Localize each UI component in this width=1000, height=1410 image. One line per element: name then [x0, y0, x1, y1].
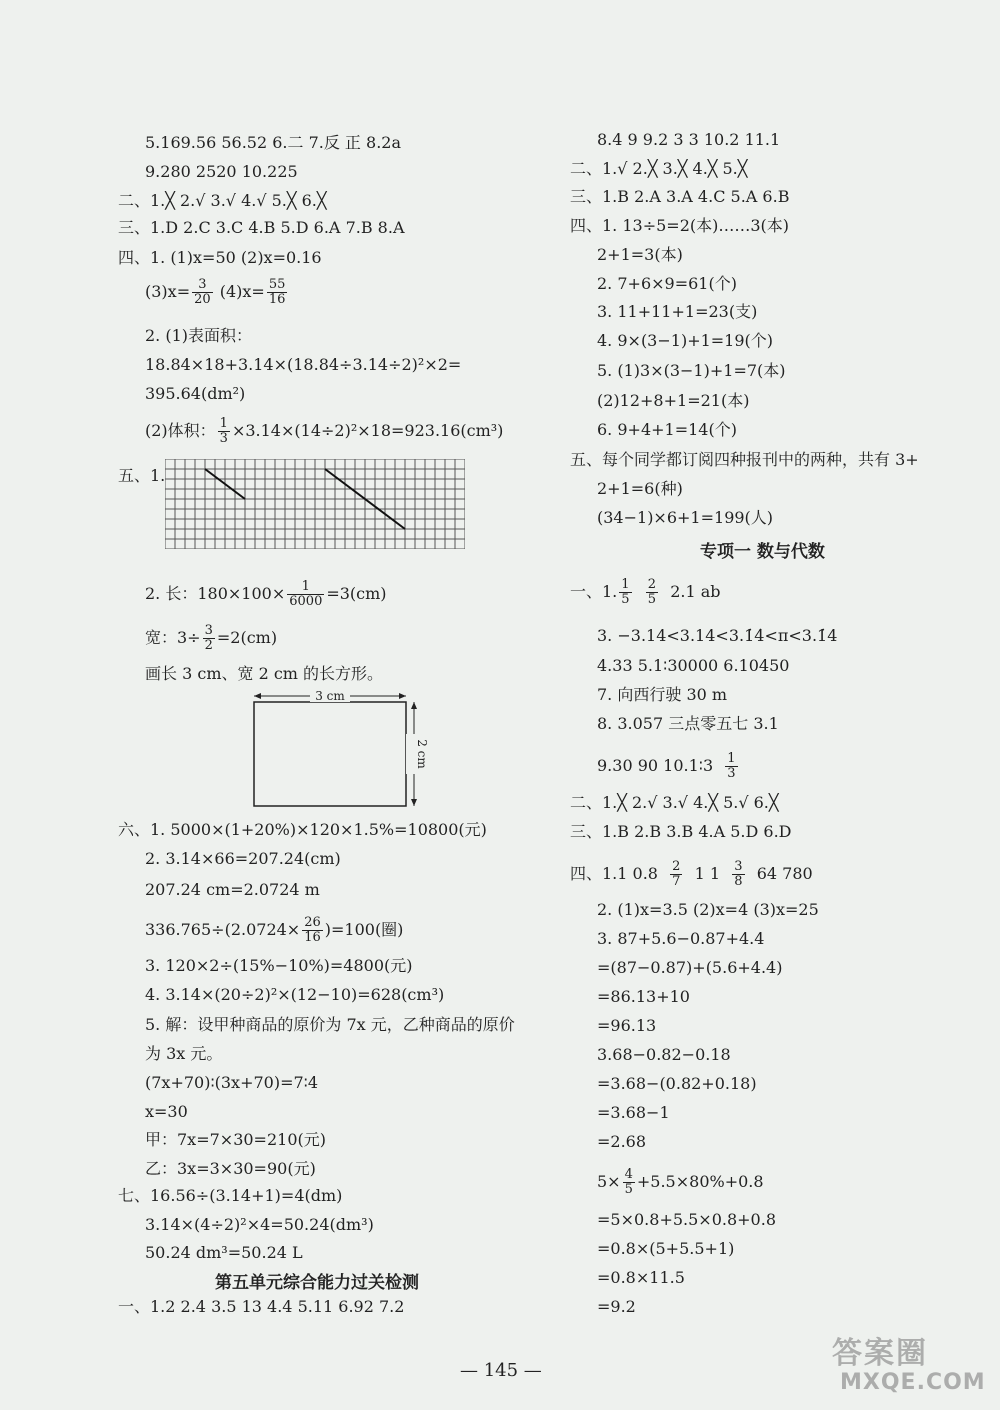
- laps-formula-a: 336.765÷(2.0724×: [145, 920, 301, 939]
- width-result: =2(cm): [216, 628, 278, 647]
- watermark-top: 答案圈: [832, 1336, 928, 1371]
- fraction: $\frac{3}{8}$: [734, 859, 743, 889]
- fraction: $\frac{2}{7}$: [672, 859, 681, 889]
- right-line-9: 5. (1)3×(3−1)+1=7(本): [597, 361, 786, 380]
- left-line-29: 50.24 dm³=50.24 L: [145, 1243, 303, 1262]
- grid-drawing: [165, 459, 465, 549]
- right-line-1: 8.4 9 9.2 3 3 10.2 11.1: [597, 130, 781, 149]
- left-line-19: 3. 120×2÷(15%−10%)=4800(元): [145, 956, 413, 975]
- fraction: $\frac{2}{5}$: [647, 577, 657, 607]
- right-line-36: =0.8×11.5: [597, 1268, 685, 1287]
- left-line-2: 9.280 2520 10.225: [145, 162, 298, 181]
- right-line-15: [570, 578, 721, 607]
- right-line-21: 二、1.╳ 2.√ 3.√ 4.╳ 5.√ 6.╳: [570, 793, 779, 812]
- right-line-25: 3. 87+5.6−0.87+4.4: [597, 929, 765, 948]
- watermark-logo: [812, 1326, 992, 1404]
- left-line-12: [145, 580, 387, 609]
- left-line-21: 5. 解：设甲种商品的原价为 7x 元，乙种商品的原价: [145, 1015, 515, 1034]
- rect-height-label: 2 cm: [415, 739, 429, 769]
- right-line-18: 7. 向西行驶 30 m: [597, 685, 728, 704]
- fraction: $\frac{1}{6000}$: [289, 579, 323, 609]
- left-line-23: (7x+70)∶(3x+70)=7∶4: [145, 1073, 318, 1092]
- volume-label: (2)体积：: [145, 421, 216, 440]
- right-line-26: =(87−0.87)+(5.6+4.4): [597, 958, 783, 977]
- fraction: $\frac{26}{16}$: [304, 915, 321, 945]
- expr-a: 5×: [597, 1172, 621, 1191]
- left-line-11: 五、1.: [118, 466, 166, 485]
- fraction: $\frac{1}{3}$: [727, 751, 736, 781]
- right-line-14: (34−1)×6+1=199(人): [597, 508, 774, 527]
- q2-answer: 2.1 ab: [670, 582, 721, 601]
- right-line-28: =96.13: [597, 1016, 657, 1035]
- left-line-24: x=30: [145, 1102, 188, 1121]
- left-line-6: [145, 278, 289, 307]
- eq-3-label: (3)x=: [145, 282, 191, 301]
- left-line-13: [145, 624, 277, 653]
- right-line-35: =0.8×(5+5.5+1): [597, 1239, 735, 1258]
- right-line-20: [597, 752, 740, 781]
- page-number: — 145 —: [460, 1360, 542, 1381]
- q1-label: 一、1.: [570, 582, 618, 601]
- left-line-3: 二、1.╳ 2.√ 3.√ 4.√ 5.╳ 6.╳: [118, 191, 327, 210]
- right-line-19: 8. 3.057 三点零五七 3.1: [597, 714, 779, 733]
- right-line-24: 2. (1)x=3.5 (2)x=4 (3)x=25: [597, 900, 819, 919]
- left-line-14: 画长 3 cm、宽 2 cm 的长方形。: [145, 664, 384, 683]
- right-line-31: =3.68−1: [597, 1103, 670, 1122]
- right-line-2: 二、1.√ 2.╳ 3.╳ 4.╳ 5.╳: [570, 159, 748, 178]
- left-line-25: 甲：7x=7×30=210(元): [145, 1130, 326, 1149]
- left-line-10: [145, 417, 503, 446]
- right-line-12: 五、每个同学都订阅四种报刊中的两种，共有 3+: [570, 450, 919, 469]
- left-line-5: 四、1. (1)x=50 (2)x=0.16: [118, 248, 322, 267]
- right-line-11: 6. 9+4+1=14(个): [597, 420, 737, 439]
- left-line-7: 2. (1)表面积：: [145, 326, 253, 345]
- right-line-32: =2.68: [597, 1132, 647, 1151]
- right-line-23: [570, 860, 813, 889]
- right-line-8: 4. 9×(3−1)+1=19(个): [597, 331, 774, 350]
- expr-b: +5.5×80%+0.8: [636, 1172, 764, 1191]
- right-line-4: 四、1. 13÷5=2(本)……3(本): [570, 216, 790, 235]
- left-line-1: 5.169.56 56.52 6.二 7.反 正 8.2a: [145, 133, 402, 152]
- section-heading-special-1: 专项一 数与代数: [700, 542, 825, 562]
- right-line-16: 3. −3.14<3.14<3.1̇4̇<π<3.1̇4: [597, 626, 838, 645]
- left-line-20: 4. 3.14×(20÷2)²×(12−10)=628(cm³): [145, 985, 445, 1004]
- volume-formula: ×3.14×(14÷2)²×18=923.16(cm³): [231, 421, 504, 440]
- right-line-13: 2+1=6(种): [597, 479, 683, 498]
- calc-b: 1 1: [694, 864, 721, 883]
- right-line-6: 2. 7+6×9=61(个): [597, 274, 737, 293]
- right-line-17: 4.33 5.1∶30000 6.10450: [597, 656, 790, 675]
- rect-width-label: 3 cm: [315, 689, 345, 703]
- eq-4-label: (4)x=: [219, 282, 265, 301]
- rectangle-drawing: [240, 688, 430, 810]
- right-line-37: =9.2: [597, 1297, 636, 1316]
- left-line-16: 2. 3.14×66=207.24(cm): [145, 849, 341, 868]
- left-line-28: 3.14×(4÷2)²×4=50.24(dm³): [145, 1215, 374, 1234]
- left-line-8: 18.84×18+3.14×(18.84÷3.14÷2)²×2=: [145, 355, 462, 374]
- left-line-30: 一、1.2 2.4 3.5 13 4.4 5.11 6.92 7.2: [118, 1297, 405, 1316]
- left-line-18: [145, 916, 403, 945]
- right-line-10: (2)12+8+1=21(本): [597, 391, 750, 410]
- width-label: 宽：3÷: [145, 628, 201, 647]
- fraction: $\frac{1}{3}$: [219, 416, 228, 446]
- right-line-5: 2+1=3(本): [597, 245, 683, 264]
- fraction: $\frac{4}{5}$: [624, 1167, 633, 1197]
- right-line-22: 三、1.B 2.B 3.B 4.A 5.D 6.D: [570, 822, 792, 841]
- left-line-22: 为 3x 元。: [145, 1044, 223, 1063]
- right-line-7: 3. 11+11+1=23(支): [597, 302, 758, 321]
- left-line-17: 207.24 cm=2.0724 m: [145, 880, 320, 899]
- fraction: $\frac{3}{2}$: [204, 623, 213, 653]
- length-label: 2. 长：180×100×: [145, 584, 286, 603]
- right-line-3: 三、1.B 2.A 3.A 4.C 5.A 6.B: [570, 187, 790, 206]
- right-line-29: 3.68−0.82−0.18: [597, 1045, 731, 1064]
- left-line-27: 七、16.56÷(3.14+1)=4(dm): [118, 1186, 343, 1205]
- section-heading-unit5: 第五单元综合能力过关检测: [215, 1273, 419, 1293]
- fraction: $\frac{55}{16}$: [268, 277, 286, 307]
- left-line-9: 395.64(dm²): [145, 384, 246, 403]
- watermark-bottom: MXQE.COM: [840, 1370, 986, 1395]
- length-result: =3(cm): [326, 584, 387, 603]
- right-line-34: =5×0.8+5.5×0.8+0.8: [597, 1210, 776, 1229]
- calc-a: 四、1.1 0.8: [570, 864, 658, 883]
- fraction: $\frac{1}{5}$: [621, 577, 630, 607]
- left-line-4: 三、1.D 2.C 3.C 4.B 5.D 6.A 7.B 8.A: [118, 218, 405, 237]
- calc-c: 64 780: [756, 864, 813, 883]
- left-line-15: 六、1. 5000×(1+20%)×120×1.5%=10800(元): [118, 820, 487, 839]
- fraction: $\frac{3}{20}$: [194, 277, 211, 307]
- laps-formula-b: )=100(圈): [324, 920, 404, 939]
- right-line-27: =86.13+10: [597, 987, 690, 1006]
- left-line-26: 乙：3x=3×30=90(元): [145, 1159, 316, 1178]
- q9-10-answer: 9.30 90 10.1∶3: [597, 756, 714, 775]
- right-line-30: =3.68−(0.82+0.18): [597, 1074, 757, 1093]
- right-line-33: [597, 1168, 764, 1197]
